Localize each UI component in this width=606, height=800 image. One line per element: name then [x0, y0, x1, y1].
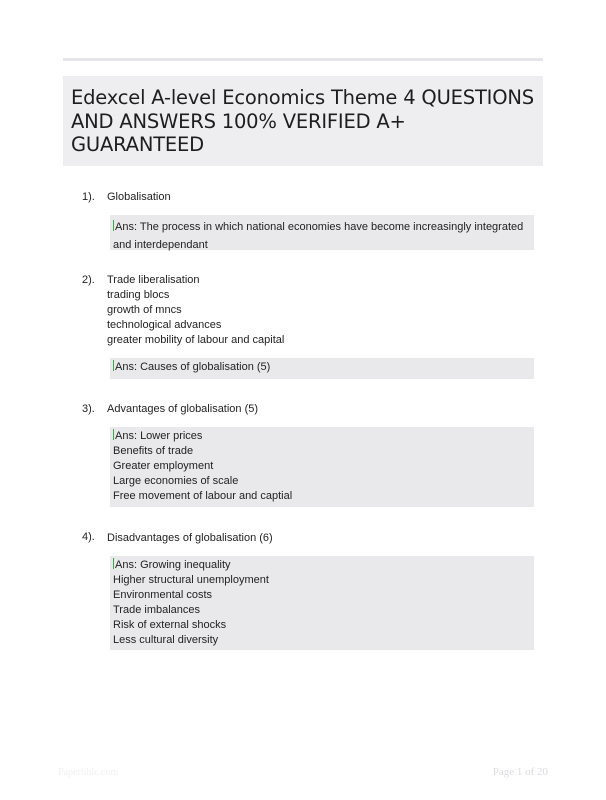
answer-text: Ans: Growing inequality — [115, 559, 231, 571]
answer-line: Large economies of scale — [113, 475, 239, 487]
question-line: Advantages of globalisation (5) — [107, 403, 259, 415]
answer-box — [110, 556, 534, 650]
answer-text: Ans: Causes of globalisation (5) — [115, 361, 271, 373]
footer-watermark: Paperlibic.com — [58, 767, 119, 778]
answer-box — [110, 215, 534, 250]
title-banner — [63, 76, 543, 166]
question-line: greater mobility of labour and capital — [107, 334, 285, 346]
question-text — [107, 190, 527, 205]
answer-line: Less cultural diversity — [113, 634, 219, 646]
question-text — [107, 531, 527, 546]
question-line: growth of mncs — [107, 304, 182, 316]
question-number: 1). — [82, 191, 95, 203]
text-cursor-mark — [113, 558, 114, 569]
page-indicator: Page 1 of 20 — [492, 766, 548, 778]
answer-line: Higher structural unemployment — [113, 574, 269, 586]
answer-line: Ans: The process in which national economies have become increasingly integrated and interdependant — [113, 221, 524, 251]
text-cursor-mark — [113, 429, 114, 440]
answer-line: Trade imbalances — [113, 604, 201, 616]
answer-line — [113, 429, 531, 444]
question-text — [107, 402, 527, 417]
question-line: Disadvantages of globalisation (6) — [107, 532, 273, 544]
text-cursor-mark — [113, 360, 114, 371]
answer-text: Ans: Lower prices — [115, 430, 203, 442]
question-line: technological advances — [107, 319, 222, 331]
answer-box — [110, 358, 534, 379]
answer-line: Environmental costs — [113, 589, 213, 601]
document-title: Edexcel A-level Economics Theme 4 QUESTIONS AND ANSWERS 100% VERIFIED A+ GUARANTEED — [71, 86, 534, 156]
answer-line — [113, 558, 531, 573]
question-text — [107, 273, 527, 348]
answer-line: Benefits of trade — [113, 445, 194, 457]
question-line: trading blocs — [107, 289, 170, 301]
answer-line: Greater employment — [113, 460, 214, 472]
answer-line — [113, 360, 531, 375]
answer-line: Free movement of labour and captial — [113, 490, 293, 502]
question-number: 2). — [82, 274, 95, 286]
question-line: Trade liberalisation — [107, 274, 200, 286]
question-number: 3). — [82, 403, 95, 415]
question-line: Globalisation — [107, 191, 171, 203]
text-cursor-mark — [113, 220, 114, 231]
answer-box — [110, 427, 534, 507]
top-divider — [63, 58, 543, 61]
question-number: 4). — [82, 531, 95, 543]
answer-line: Risk of external shocks — [113, 619, 227, 631]
